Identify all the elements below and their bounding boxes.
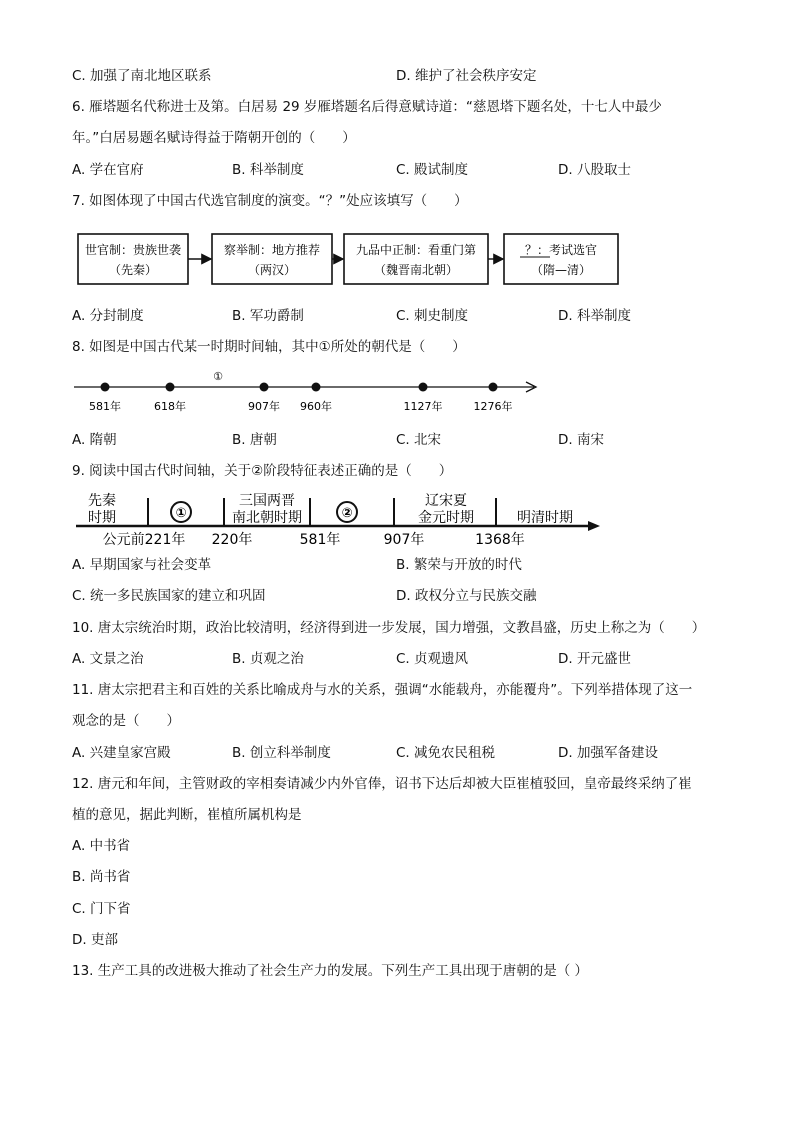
q9-timeline — [72, 488, 612, 550]
q8-dot-1127 — [419, 383, 428, 392]
q8-dot-907 — [260, 383, 269, 392]
q9-seg1-line1: 先秦 — [88, 493, 116, 509]
q9-seg5-line2: 金元时期 — [418, 510, 474, 526]
q6-option-c: C. 殿试制度 — [396, 162, 469, 178]
q9-seg3-line1: 三国两晋 — [239, 493, 295, 509]
q11-option-a: A. 兴建皇家宫殿 — [72, 745, 171, 761]
q11-option-d: D. 加强军备建设 — [558, 745, 658, 761]
q8-dot-1276 — [489, 383, 498, 392]
q7-option-b: B. 军功爵制 — [232, 308, 304, 324]
q7-flow-diagram — [74, 228, 624, 290]
q9-axis-arrow — [588, 521, 600, 531]
q13-stem: 13. 生产工具的改进极大推动了社会生产力的发展。下列生产工具出现于唐朝的是（ ） — [72, 963, 589, 979]
q6-option-a: A. 学在官府 — [72, 162, 144, 178]
q9-seg5-line1: 辽宋夏 — [425, 493, 467, 509]
q11-stem-line2: 观念的是（ ） — [72, 713, 180, 729]
q7-box-2-period: （两汉） — [247, 263, 297, 277]
q7-box-4-title: ？：考试选官 — [524, 243, 598, 257]
q8-timeline — [72, 368, 542, 418]
q6-option-b: B. 科举制度 — [232, 162, 304, 178]
q8-option-a: A. 隋朝 — [72, 432, 117, 448]
q8-stem: 8. 如图是中国古代某一时期时间轴，其中①所处的朝代是（ ） — [72, 339, 466, 355]
q11-option-b: B. 创立科举制度 — [232, 745, 331, 761]
q9-circle-1-label: ① — [175, 506, 187, 521]
q5-option-d: D. 维护了社会秩序安定 — [396, 68, 537, 84]
q8-option-d: D. 南宋 — [558, 432, 604, 448]
q10-option-b: B. 贞观之治 — [232, 651, 304, 667]
q8-dot-618 — [166, 383, 175, 392]
q12-option-d: D. 吏部 — [72, 932, 118, 948]
q8-dot-960 — [312, 383, 321, 392]
q7-option-a: A. 分封制度 — [72, 308, 144, 324]
q9-seg1-line2: 时期 — [88, 510, 116, 526]
q10-option-c: C. 贞观遗风 — [396, 651, 469, 667]
q11-stem-line1: 11. 唐太宗把君主和百姓的关系比喻成舟与水的关系，强调“水能载舟，亦能覆舟”。下列举措体现了这一 — [72, 682, 693, 698]
q6-stem-line1: 6. 雁塔题名代称进士及第。白居易 29 岁雁塔题名后得意赋诗道：“慈恩塔下题名处，十七人中最少 — [72, 99, 662, 115]
q12-option-b: B. 尚书省 — [72, 869, 131, 885]
q9-seg6: 明清时期 — [517, 510, 573, 526]
q7-option-c: C. 刺史制度 — [396, 308, 469, 324]
q12-stem-line2: 植的意见，据此判断，崔植所属机构是 — [72, 807, 302, 823]
q7-box-1-period: （先秦） — [108, 263, 158, 277]
q10-option-a: A. 文景之治 — [72, 651, 144, 667]
q9-date-label: 220年 — [211, 532, 253, 548]
q6-option-d: D. 八股取士 — [558, 162, 631, 178]
q8-tick-label: 618年 — [154, 400, 186, 413]
q7-box-3-title: 九品中正制：看重门第 — [355, 243, 477, 257]
q9-option-b: B. 繁荣与开放的时代 — [396, 557, 522, 573]
q9-circle-2-label: ② — [341, 506, 353, 521]
q8-option-c: C. 北宋 — [396, 432, 442, 448]
q12-stem-line1: 12. 唐元和年间，主管财政的宰相奏请减少内外官俸，诏书下达后却被大臣崔植驳回，皇帝最终采纳了崔 — [72, 776, 692, 792]
q8-option-b: B. 唐朝 — [232, 432, 277, 448]
q7-box-3-period: （魏晋南北朝） — [373, 263, 459, 277]
q9-stem: 9. 阅读中国古代时间轴，关于②阶段特征表述正确的是（ ） — [72, 463, 453, 479]
q6-stem-line2: 年。”白居易题名赋诗得益于隋朝开创的（ ） — [72, 130, 356, 146]
q7-option-d: D. 科举制度 — [558, 308, 631, 324]
q7-box-4-period: （隋—清） — [530, 263, 592, 277]
q12-option-a: A. 中书省 — [72, 838, 131, 854]
q7-box-2-title: 察举制：地方推荐 — [223, 243, 321, 257]
q8-tick-label: 1276年 — [473, 400, 513, 413]
q7-stem: 7. 如图体现了中国古代选官制度的演变。“？”处应该填写（ ） — [72, 193, 468, 209]
q8-marker-label: ① — [213, 370, 223, 383]
q9-date-label: 公元前221年 — [102, 532, 186, 548]
q10-stem: 10. 唐太宗统治时期，政治比较清明，经济得到进一步发展，国力增强，文教昌盛，历史上称之为（ ） — [72, 620, 706, 636]
q5-option-c: C. 加强了南北地区联系 — [72, 68, 212, 84]
q9-date-label: 581年 — [299, 532, 341, 548]
q9-option-d: D. 政权分立与民族交融 — [396, 588, 537, 604]
q10-option-d: D. 开元盛世 — [558, 651, 631, 667]
q9-option-a: A. 早期国家与社会变革 — [72, 557, 212, 573]
q8-tick-label: 1127年 — [403, 400, 443, 413]
q9-date-label: 907年 — [383, 532, 425, 548]
q8-tick-label: 581年 — [89, 400, 121, 413]
q8-tick-label: 960年 — [300, 400, 332, 413]
q9-date-label: 1368年 — [475, 532, 525, 548]
q8-tick-label: 907年 — [248, 400, 280, 413]
q7-box-1-title: 世官制：贵族世袭 — [84, 243, 182, 257]
q12-option-c: C. 门下省 — [72, 901, 131, 917]
q9-seg3-line2: 南北朝时期 — [232, 510, 302, 526]
q11-option-c: C. 减免农民租税 — [396, 745, 496, 761]
q9-option-c: C. 统一多民族国家的建立和巩固 — [72, 588, 266, 604]
q8-dot-581 — [101, 383, 110, 392]
